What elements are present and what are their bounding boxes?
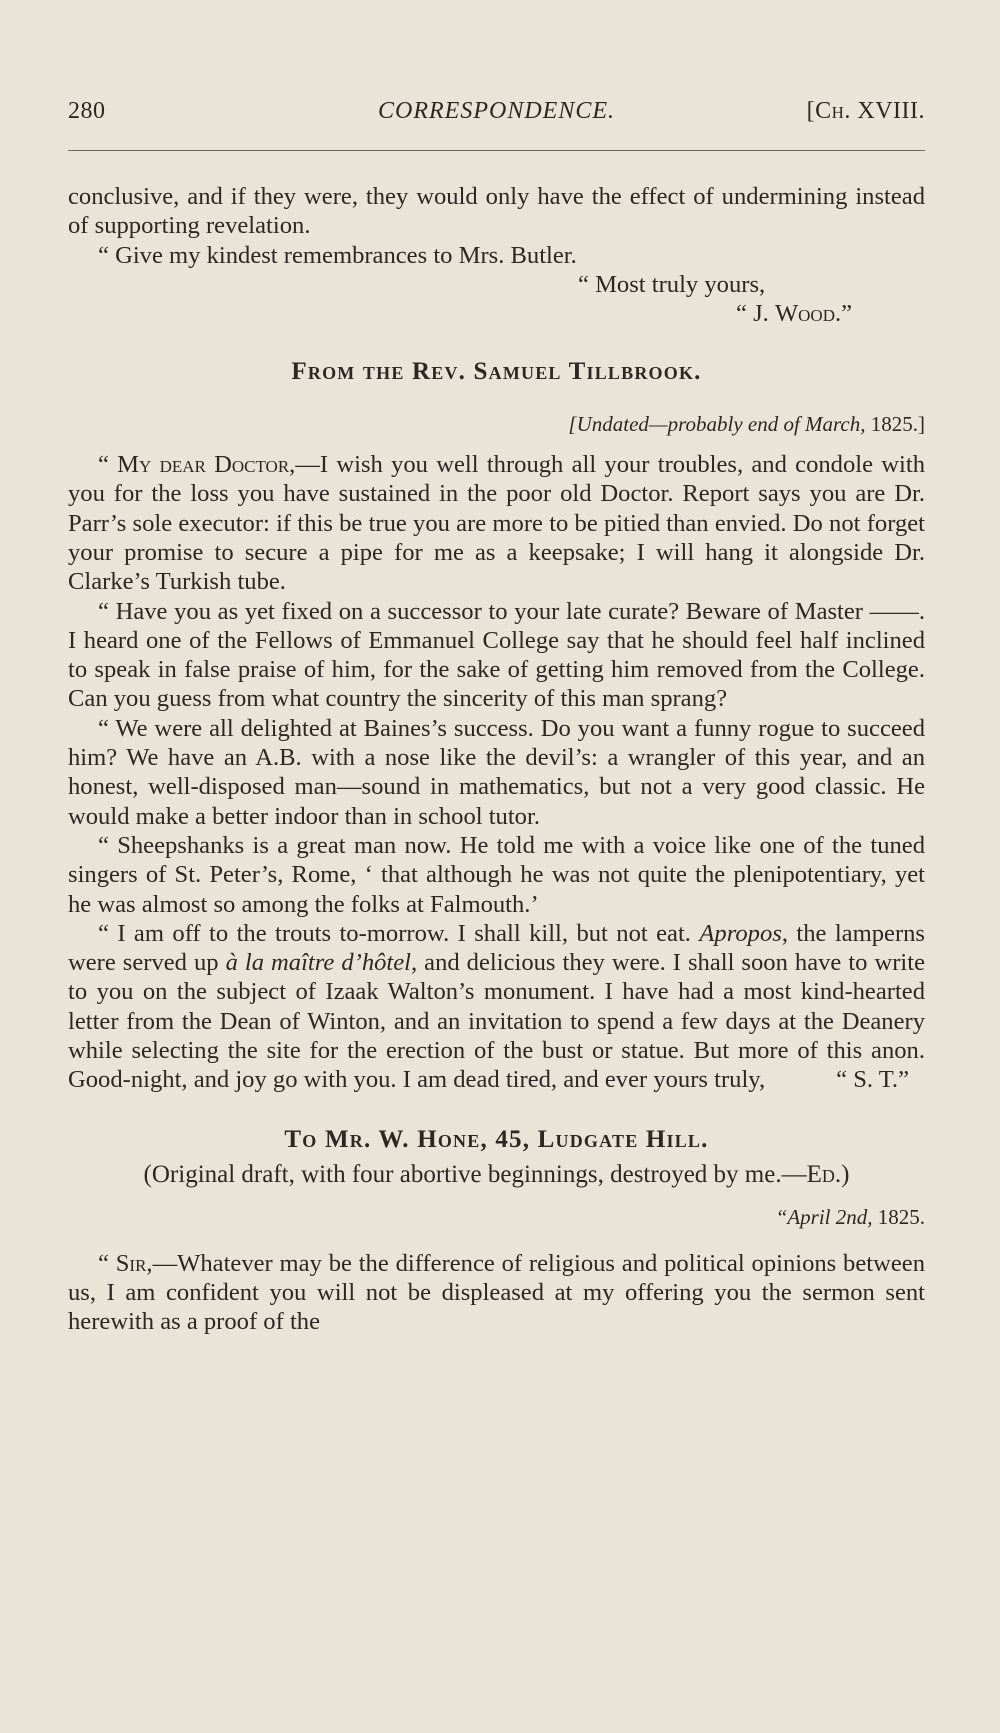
tillbrook-paragraph-3: “ We were all delighted at Baines’s success. Do you want a funny rogue to succeed him? We have an A.B. with a nose like the devil’s: a wrangler of this year, and an honest, well-disposed man—sound in mathematics, but not a very good classic. He would make a better indoor than in school tutor. bbox=[68, 714, 925, 830]
hone-dateline: “April 2nd, 1825. bbox=[775, 1205, 925, 1230]
chapter-marker: [Ch. XVIII. bbox=[806, 98, 925, 124]
tillbrook-paragraph-4: “ Sheepshanks is a great man now. He told me with a voice like one of the tuned singers of St. Peter’s, Rome, ‘ that although he was not quite the plenipotentiary, yet he was almost so among the folks at Falmouth.’ bbox=[68, 831, 925, 918]
header-rule bbox=[68, 150, 925, 151]
tillbrook-paragraph-2: “ Have you as yet fixed on a successor to your late curate? Beware of Master ——. I heard one of the Fellows of Emmanuel College say that he should feel half inclined to speak in false praise of him, for the sake of getting him removed from the College. Can you guess from what country the sincerity of this man sprang? bbox=[68, 597, 925, 713]
tillbrook-paragraph-5: “ I am off to the trouts to-morrow. I shall kill, but not eat. Apropos, the lamperns were served up à la maître d’hôtel, and delicious they were. I shall soon have to write to you on the subject of Izaak Walton’s monument. I have had a most kind-hearted letter from the Dean of Winton, and an invitation to spend a few days at the Deanery while selecting the site for the erection of the bust or statue. But more of this anon. Good-night, and joy go with you. I am dead tired, and ever yours truly, bbox=[68, 919, 925, 1094]
hone-editorial-note: (Original draft, with four abortive beginnings, destroyed by me.—Ed.) bbox=[143, 1160, 850, 1188]
hone-salutation: Sir, bbox=[115, 1249, 153, 1277]
tillbrook-dateline: [Undated—probably end of March, 1825.] bbox=[568, 411, 925, 436]
wood-remembrance: “ Give my kindest remembrances to Mrs. Butler. bbox=[98, 241, 577, 269]
wood-letter-closing: conclusive, and if they were, they would only have the effect of undermining instead of supporting revelation. bbox=[68, 183, 925, 240]
tillbrook-paragraph-1: “ My dear Doctor,—I wish you well through all your troubles, and condole with you for the loss you have sustained in the poor old Doctor. Report says you are Dr. Parr’s sole executor: if this be true you are more to be pitied than envied. Do not forget your promise to secure a pipe for me as a keepsake; I will hang it alongside Dr. Clarke’s Turkish tube. bbox=[68, 451, 925, 596]
tillbrook-salutation: My dear Doctor, bbox=[117, 451, 296, 479]
tillbrook-signature: “ S. T.” bbox=[836, 1066, 909, 1094]
hone-paragraph-1: “ Sir,—Whatever may be the difference of religious and political opinions between us, I am confident you will not be displeased at my offering you the sermon sent herewith as a proof of the bbox=[68, 1249, 925, 1336]
running-title: CORRESPONDENCE. bbox=[378, 98, 615, 124]
hone-letter-heading: To Mr. W. Hone, 45, Ludgate Hill. bbox=[284, 1125, 709, 1153]
page-number: 280 bbox=[68, 98, 106, 124]
page-body bbox=[68, 182, 925, 1336]
wood-signoff: “ Most truly yours, bbox=[578, 270, 766, 298]
running-header bbox=[68, 98, 925, 138]
wood-signature: “ J. Wood.” bbox=[736, 300, 853, 328]
tillbrook-letter-heading: From the Rev. Samuel Tillbrook. bbox=[291, 358, 702, 386]
